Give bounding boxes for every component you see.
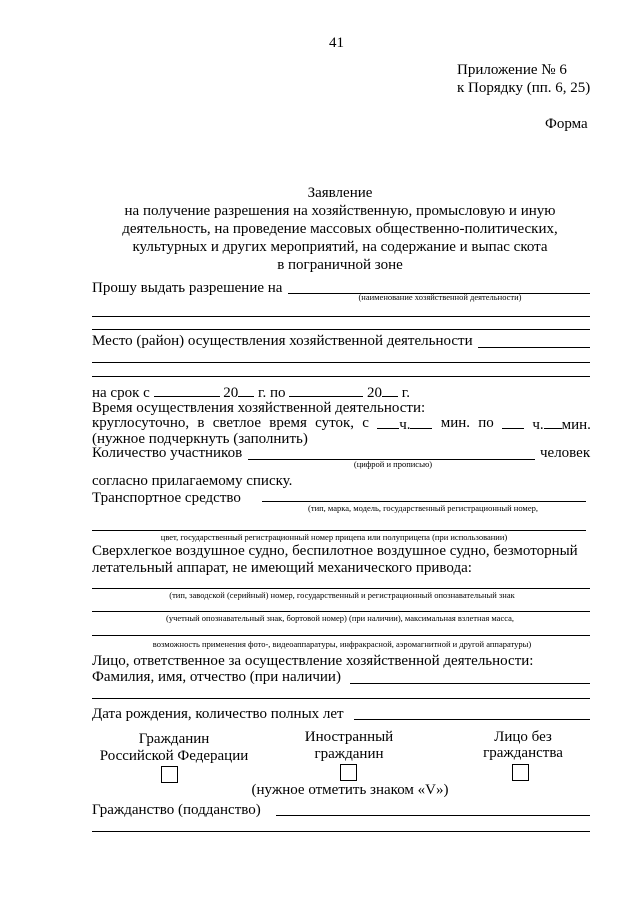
aircraft-caption-1: (тип, заводской (серийный) номер, государственный и регистрационный опознавательный знак bbox=[169, 590, 515, 600]
aircraft-caption-3: возможность применения фото-, видеоаппаратуры, инфракрасной, аэромагнитной и другой аппаратуры) bbox=[152, 639, 532, 649]
time-label: Время осуществления хозяйственной деятельности: bbox=[92, 400, 426, 416]
term-end-year-field[interactable] bbox=[382, 384, 398, 397]
place-field-line-3[interactable] bbox=[92, 376, 590, 377]
birth-label: Дата рождения, количество полных лет bbox=[92, 706, 344, 722]
title-line-2: деятельность, на проведение массовых общественно-политических, bbox=[122, 221, 558, 237]
request-caption: (наименование хозяйственной деятельности) bbox=[358, 292, 522, 302]
aircraft-field[interactable] bbox=[92, 588, 590, 589]
time-end-hours-field[interactable] bbox=[502, 416, 524, 429]
aircraft-field-line-2[interactable] bbox=[92, 611, 590, 612]
participants-caption: (цифрой и прописью) bbox=[353, 459, 433, 469]
citizen-rf-checkbox[interactable] bbox=[161, 766, 178, 783]
time-minutes-unit-1: мин. bbox=[440, 415, 471, 431]
document-title: Заявление bbox=[307, 185, 373, 201]
term-year-2: 20 bbox=[367, 385, 383, 401]
time-word-5: суток, bbox=[315, 415, 355, 431]
term-mid: г. по bbox=[258, 385, 286, 401]
responsible-label: Лицо, ответственное за осуществление хозяйственной деятельности: bbox=[92, 653, 534, 669]
appendix-number: Приложение № 6 bbox=[457, 62, 567, 78]
participants-list-text: согласно прилагаемому списку. bbox=[92, 473, 293, 489]
participants-unit: человек bbox=[540, 445, 591, 461]
transport-caption-1: (тип, марка, модель, государственный регистрационный номер, bbox=[308, 503, 538, 513]
fio-label: Фамилия, имя, отчество (при наличии) bbox=[92, 669, 341, 685]
stateless-line-1: Лицо без bbox=[494, 729, 552, 745]
stateless-checkbox[interactable] bbox=[512, 764, 529, 781]
participants-label: Количество участников bbox=[92, 445, 243, 461]
foreign-citizen-line-2: гражданин bbox=[314, 746, 384, 762]
time-word-4: время bbox=[269, 415, 307, 431]
citizenship-field[interactable] bbox=[276, 815, 590, 816]
time-hours-unit-1: ч. bbox=[399, 417, 411, 433]
fio-field-line-2[interactable] bbox=[92, 698, 590, 699]
term-year-1: 20 bbox=[223, 385, 239, 401]
underline-hint: (нужное подчеркнуть (заполнить) bbox=[92, 431, 308, 447]
term-line bbox=[92, 384, 410, 401]
term-prefix: на срок с bbox=[92, 385, 150, 401]
transport-caption-2: цвет, государственный регистрационный номер прицепа или полуприцепа (при использовании) bbox=[160, 532, 508, 542]
request-field-line-2[interactable] bbox=[92, 316, 590, 317]
request-label: Прошу выдать разрешение на bbox=[92, 280, 283, 296]
transport-label: Транспортное средство bbox=[92, 490, 241, 506]
title-line-4: в пограничной зоне bbox=[277, 257, 403, 273]
time-word-3: светлое bbox=[212, 415, 262, 431]
foreign-citizen-checkbox[interactable] bbox=[340, 764, 357, 781]
appendix-reference: к Порядку (пп. 6, 25) bbox=[457, 80, 591, 96]
term-start-date-field[interactable] bbox=[154, 384, 220, 397]
time-word-2: в bbox=[197, 415, 205, 431]
aircraft-line-1: Сверхлегкое воздушное судно, беспилотное воздушное судно, безмоторный bbox=[92, 543, 578, 559]
place-field[interactable] bbox=[478, 347, 590, 348]
time-start-minutes-field[interactable] bbox=[410, 416, 432, 429]
term-start-year-field[interactable] bbox=[238, 384, 254, 397]
place-field-line-2[interactable] bbox=[92, 362, 590, 363]
time-end-minutes-field[interactable] bbox=[544, 416, 562, 429]
aircraft-caption-2: (учетный опознавательный знак, бортовой номер) (при наличии), максимальная взлетная масса, bbox=[165, 613, 515, 623]
time-word-6: с bbox=[362, 415, 369, 431]
citizenship-field-line-2[interactable] bbox=[92, 831, 590, 832]
time-hours-unit-2: ч. bbox=[532, 417, 544, 433]
page-number: 41 bbox=[329, 35, 344, 51]
title-line-3: культурных и других мероприятий, на содержание и выпас скота bbox=[132, 239, 548, 255]
transport-field-line-2[interactable] bbox=[92, 530, 586, 531]
aircraft-field-line-3[interactable] bbox=[92, 635, 590, 636]
time-start-hours-field[interactable] bbox=[377, 416, 399, 429]
citizenship-label: Гражданство (подданство) bbox=[92, 802, 261, 818]
mark-hint: (нужное отметить знаком «V») bbox=[251, 782, 449, 798]
time-minutes-unit-2: мин. bbox=[561, 417, 591, 433]
foreign-citizen-line-1: Иностранный bbox=[304, 729, 394, 745]
request-field-line-3[interactable] bbox=[92, 329, 590, 330]
term-end-date-field[interactable] bbox=[289, 384, 363, 397]
stateless-line-2: гражданства bbox=[483, 745, 563, 761]
form-label: Форма bbox=[545, 116, 588, 132]
citizen-rf-line-2: Российской Федерации bbox=[99, 748, 249, 764]
citizen-rf-line-1: Гражданин bbox=[138, 731, 210, 747]
term-suffix: г. bbox=[401, 385, 411, 401]
place-label: Место (район) осуществления хозяйственной деятельности bbox=[92, 333, 473, 349]
aircraft-line-2: летательный аппарат, не имеющий механического привода: bbox=[92, 560, 472, 576]
time-word-1: круглосуточно, bbox=[92, 415, 190, 431]
time-po: по bbox=[478, 415, 494, 431]
transport-field[interactable] bbox=[262, 501, 586, 502]
title-line-1: на получение разрешения на хозяйственную, промысловую и иную bbox=[124, 203, 556, 219]
birth-field[interactable] bbox=[354, 719, 590, 720]
fio-field[interactable] bbox=[350, 683, 590, 684]
